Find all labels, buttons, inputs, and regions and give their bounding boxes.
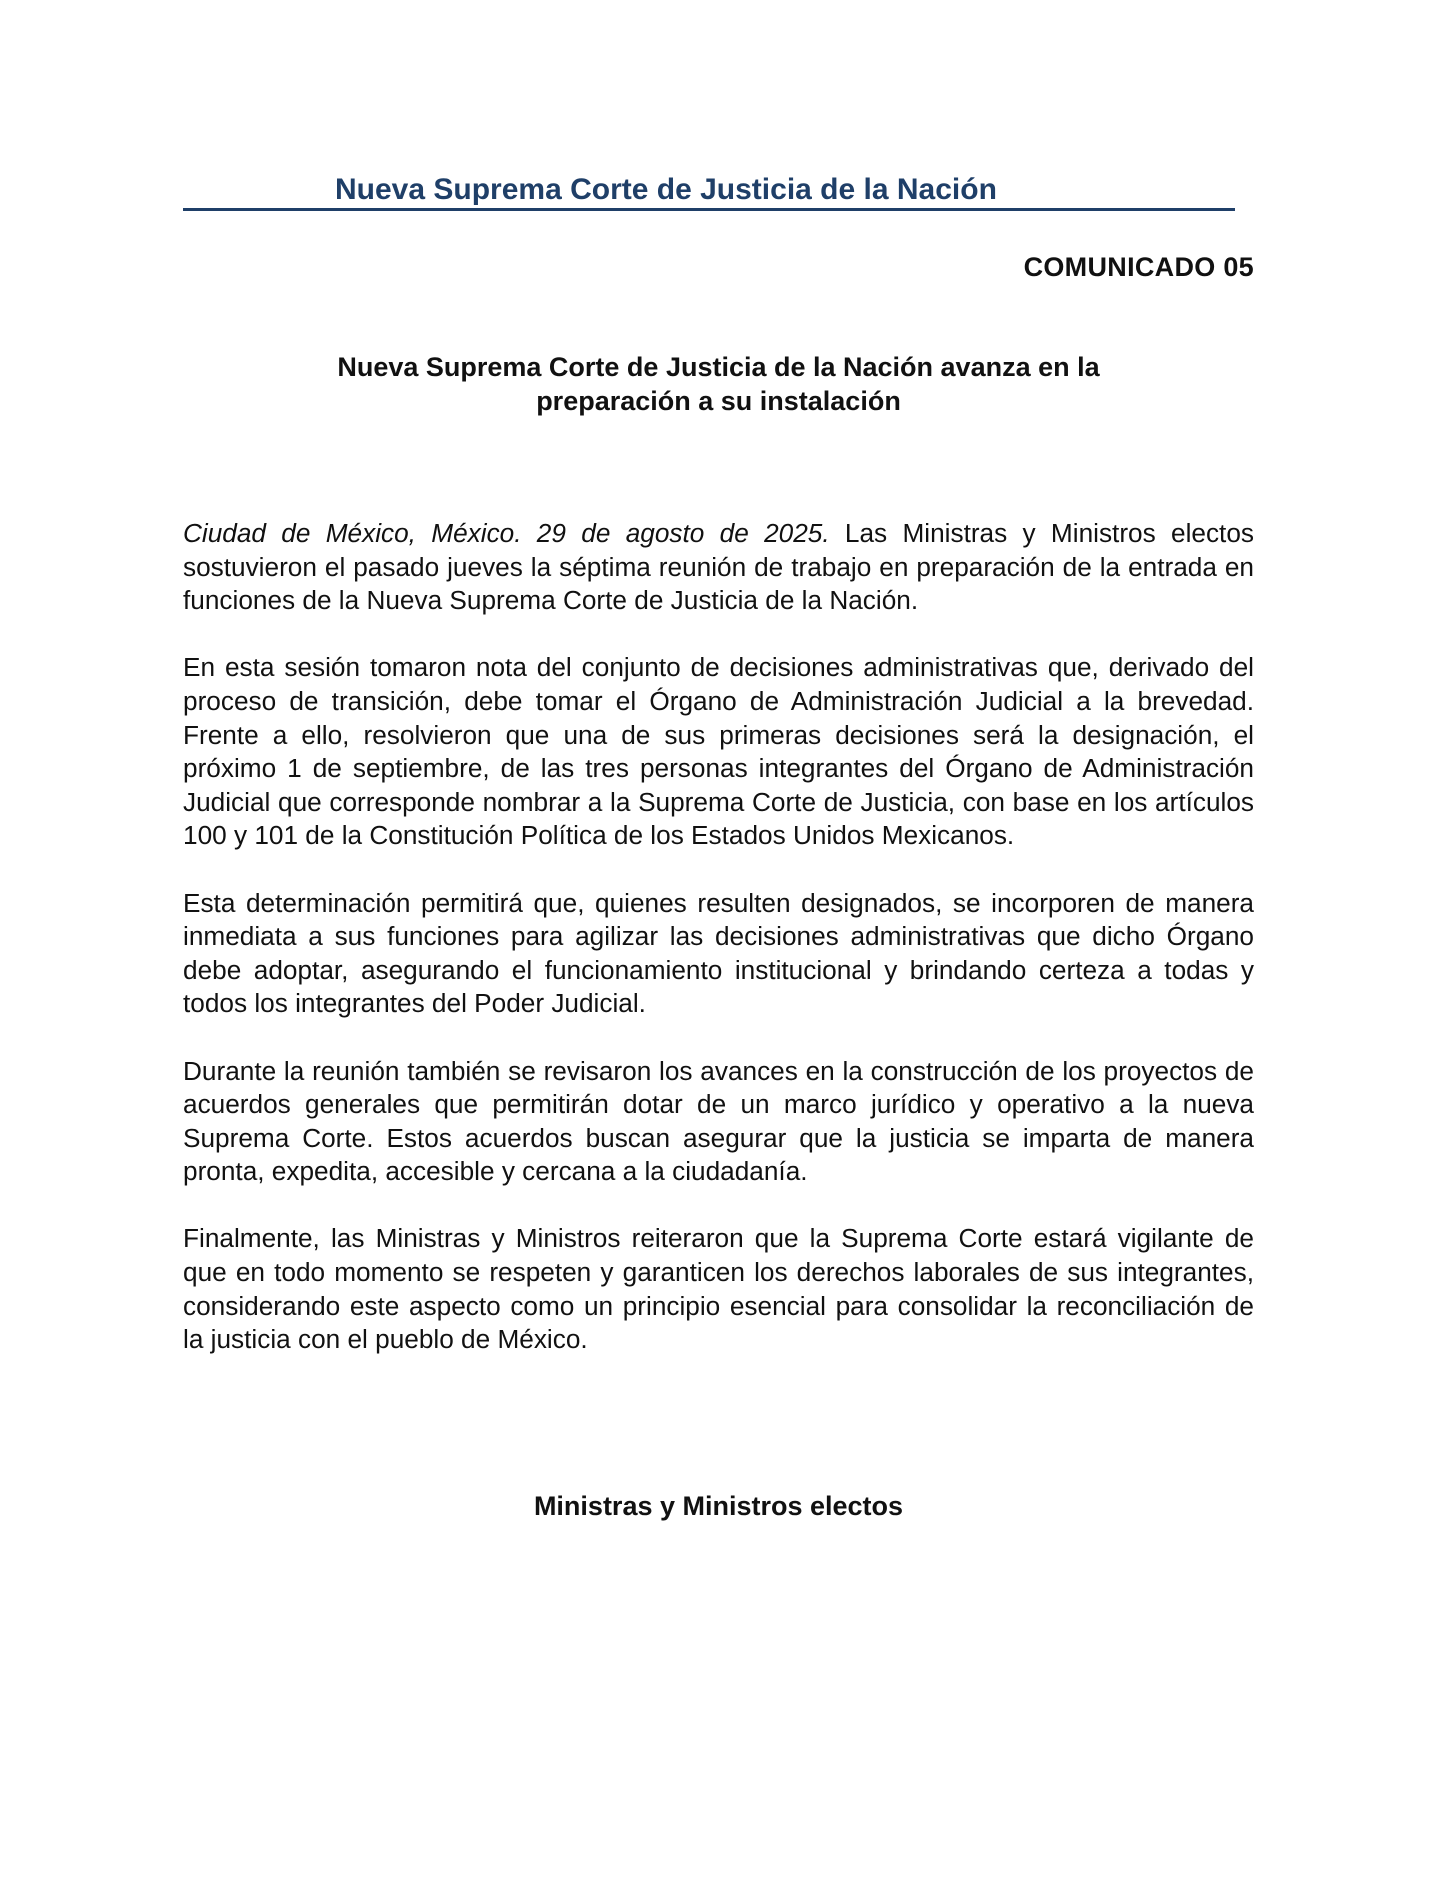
headline-line-1: Nueva Suprema Corte de Justicia de la Nación avanza en la bbox=[337, 352, 1100, 382]
organization-header bbox=[183, 172, 1235, 211]
headline-line-2: preparación a su instalación bbox=[536, 386, 901, 416]
press-release-body bbox=[183, 517, 1254, 1390]
signature: Ministras y Ministros electos bbox=[533, 1491, 904, 1521]
headline bbox=[183, 350, 1254, 418]
paragraph-3: Esta determinación permitirá que, quienes resulten designados, se incorporen de manera inmediata a sus funciones para agilizar las decisiones administrativas que dicho Órgano debe adoptar, asegurando el funcionamiento institucional y brindando certeza a todas y todos los integrantes del Poder Judicial. bbox=[183, 887, 1254, 1019]
paragraph-1-text: Las Ministras y Ministros electos sostuvieron el pasado jueves la séptima reunión de trabajo en preparación de la entrada en funciones de la Nueva Suprema Corte de Justicia de la Nación. bbox=[183, 518, 1254, 616]
paragraph-2: En esta sesión tomaron nota del conjunto de decisiones administrativas que, derivado del proceso de transición, debe tomar el Órgano de Administración Judicial a la brevedad. Frente a ello, resolvieron que una de sus primeras decisiones será la designación, el próximo 1 de septiembre, de las tres personas integrantes del Órgano de Administración Judicial que corresponde nombrar a la Suprema Corte de Justicia, con base en los artículos 100 y 101 de la Constitución Política de los Estados Unidos Mexicanos. bbox=[183, 652, 1254, 851]
release-number: COMUNICADO 05 bbox=[1023, 252, 1254, 282]
organization-title: Nueva Suprema Corte de Justicia de la Nación bbox=[335, 173, 997, 206]
paragraph-1 bbox=[183, 517, 1254, 618]
paragraph-5: Finalmente, las Ministras y Ministros reiteraron que la Suprema Corte estará vigilante de que en todo momento se respeten y garanticen los derechos laborales de sus integrantes, considerando este aspecto como un principio esencial para consolidar la reconciliación de la justicia con el pueblo de México. bbox=[183, 1223, 1254, 1355]
dateline: Ciudad de México, México. 29 de agosto de 2025. bbox=[183, 518, 830, 548]
paragraph-4: Durante la reunión también se revisaron los avances en la construcción de los proyectos de acuerdos generales que permitirán dotar de un marco jurídico y operativo a la nueva Suprema Corte. Estos acuerdos buscan asegurar que la justicia se imparta de manera pronta, expedita, accesible y cercana a la ciudadanía. bbox=[183, 1055, 1254, 1187]
